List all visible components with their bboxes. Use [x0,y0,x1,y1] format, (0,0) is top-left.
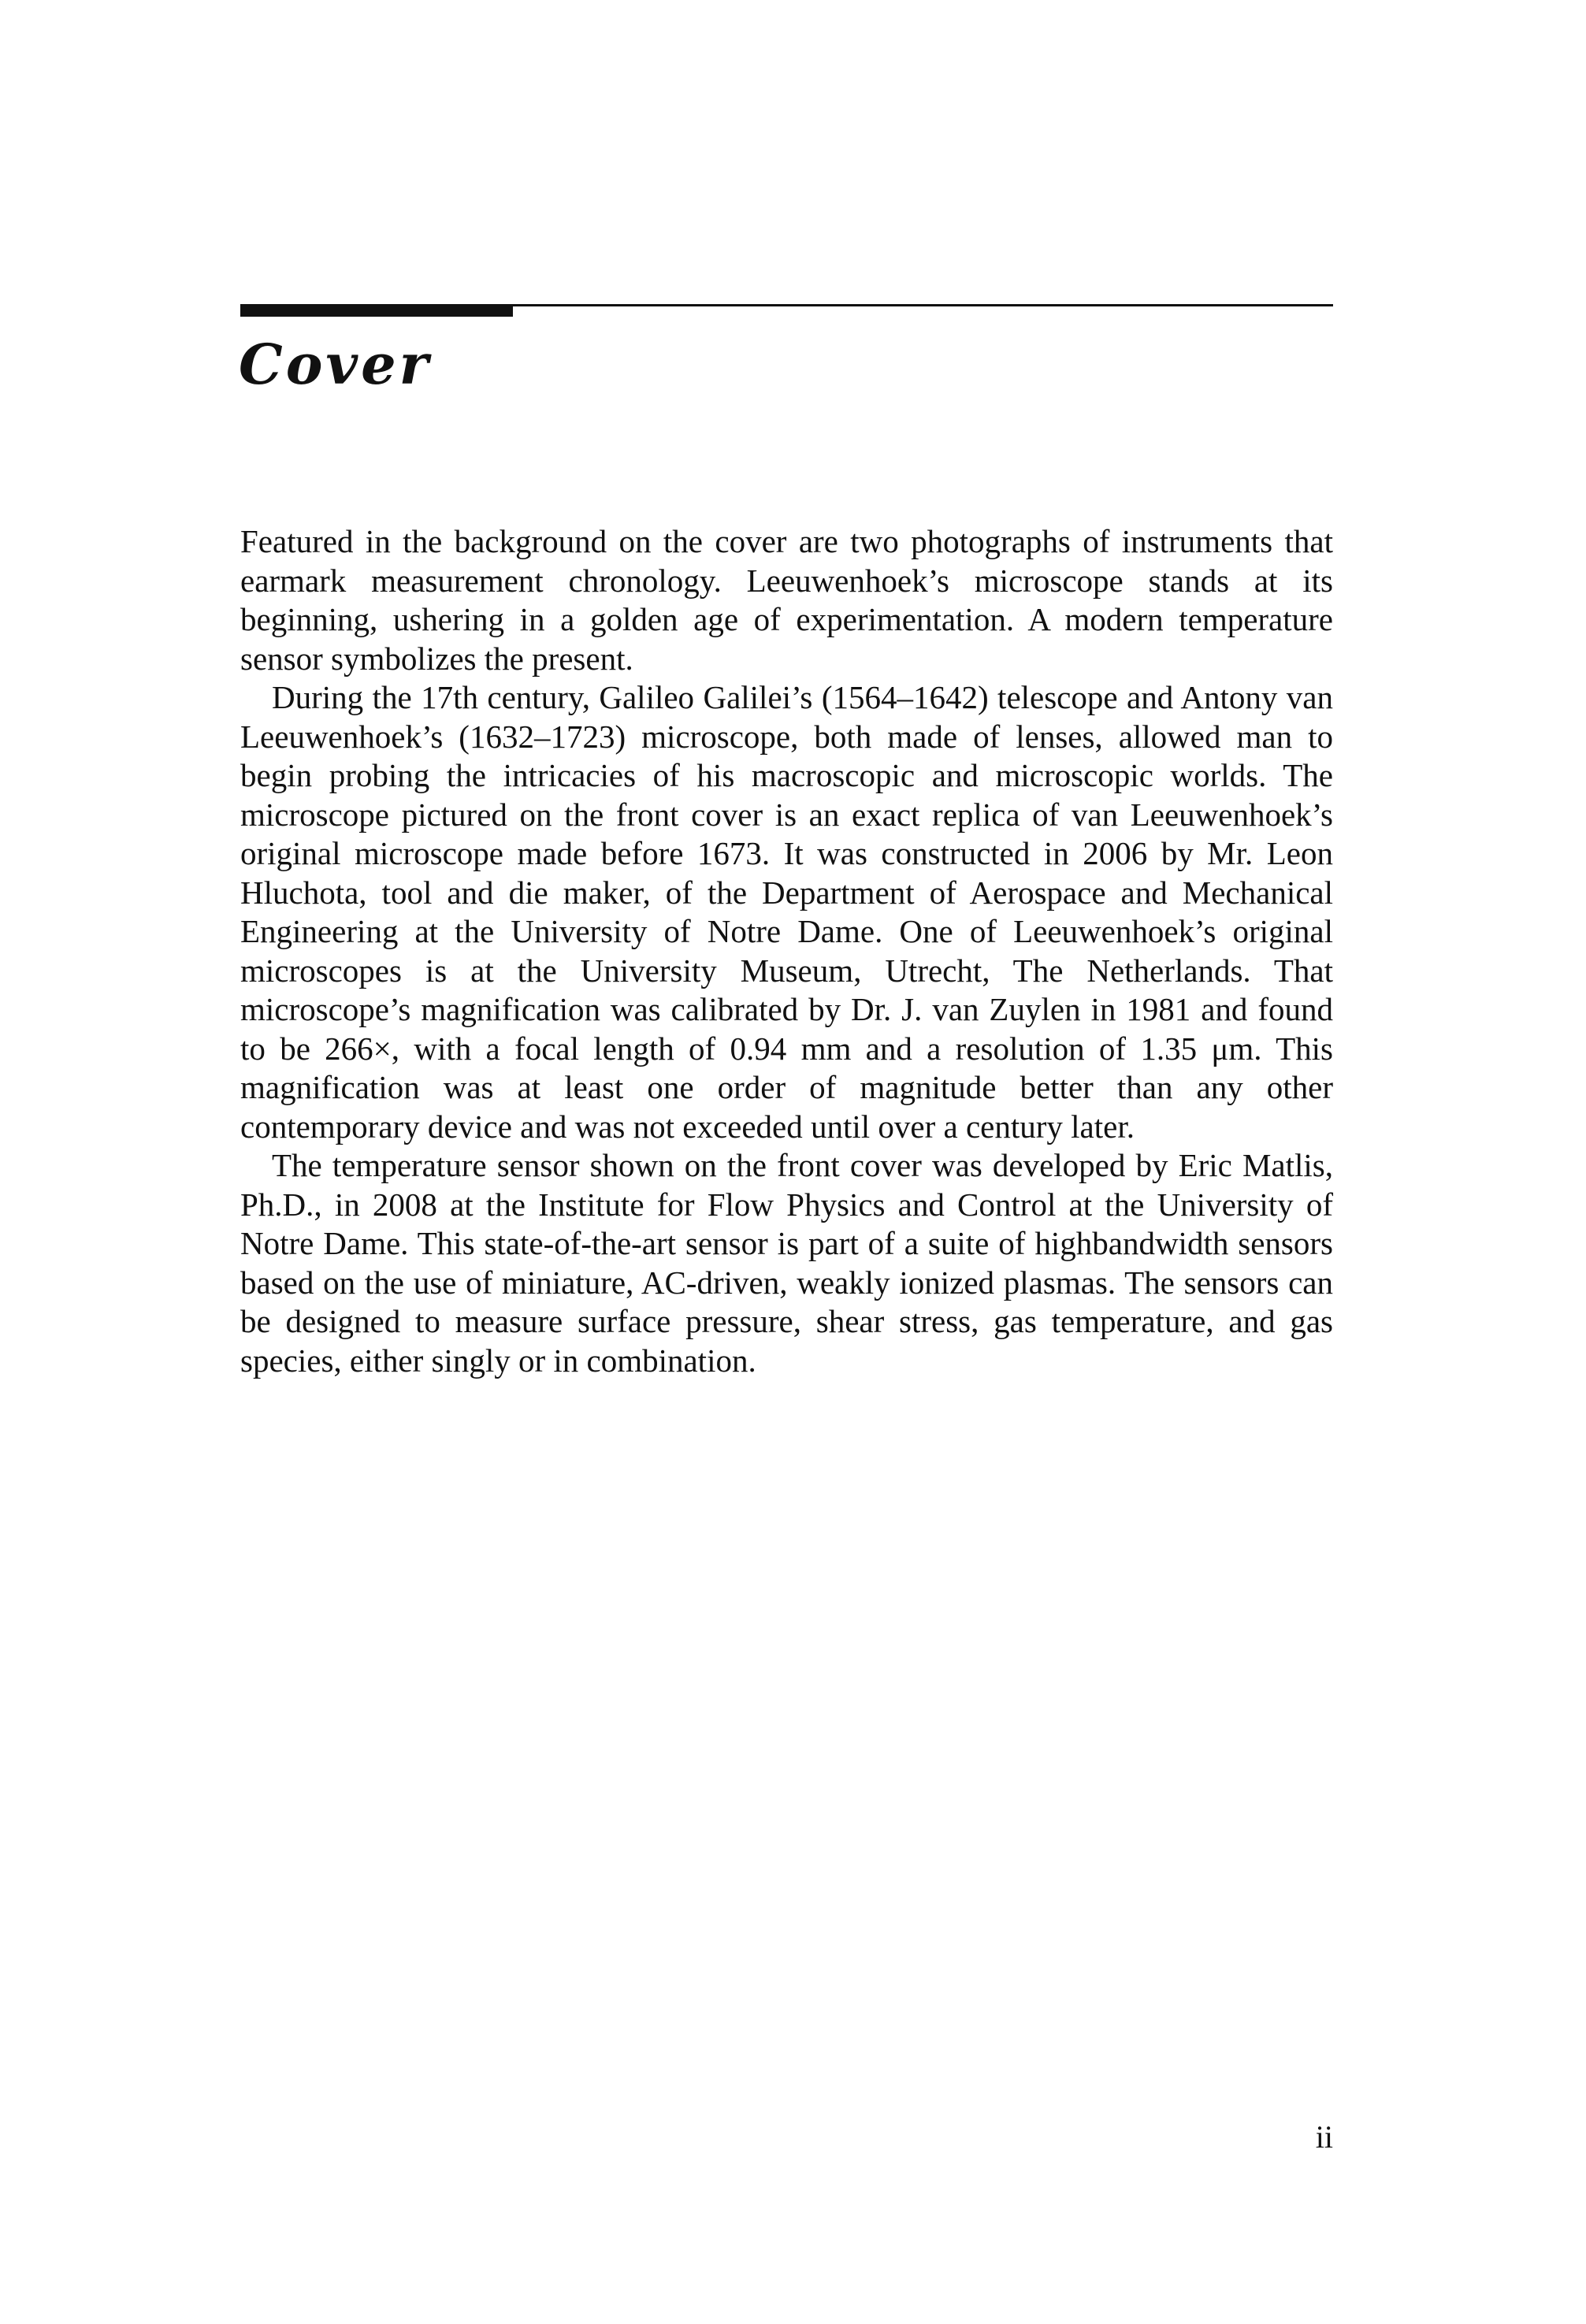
chapter-rule-accent [240,304,513,317]
paragraph-1: Featured in the background on the cover are two photographs of instruments that earmark measurement chronology. Leeuwenhoek’s microscope stands at its beginning, ushering in a golden age of experimentation. A modern temperature sensor symbolizes the present. [240,523,1333,677]
paragraph-3: The temperature sensor shown on the front cover was developed by Eric Matlis, Ph.D., in 2008 at the Institute for Flow Physics and Control at the University of Notre Dame. This state-of-the-art sensor is part of a suite of highbandwidth sensors based on the use of miniature, AC-driven, weakly ionized plasmas. The sensors can be designed to measure surface pressure, shear stress, gas temperature, and gas species, either singly or in combination. [240,1147,1333,1379]
body-text [240,522,1333,1380]
page-number: ii [1315,2119,1333,2155]
chapter-title: Cover [239,332,432,397]
paragraph-2: During the 17th century, Galileo Galilei’s (1564–1642) telescope and Antony van Leeuwenhoek’s (1632–1723) microscope, both made of lenses, allowed man to begin probing the intricacies of his macroscopic and microscopic worlds. The microscope pictured on the front cover is an exact replica of van Leeuwenhoek’s original microscope made before 1673. It was constructed in 2006 by Mr. Leon Hluchota, tool and die maker, of the Department of Aerospace and Mechanical Engineering at the University of Notre Dame. One of Leeuwenhoek’s original microscopes is at the University Museum, Utrecht, The Netherlands. That microscope’s magnification was calibrated by Dr. J. van Zuylen in 1981 and found to be 266×, with a focal length of 0.94 mm and a resolution of 1.35 μm. This magnification was at least one order of magnitude better than any other contemporary device and was not exceeded until over a century later. [240,679,1333,1145]
